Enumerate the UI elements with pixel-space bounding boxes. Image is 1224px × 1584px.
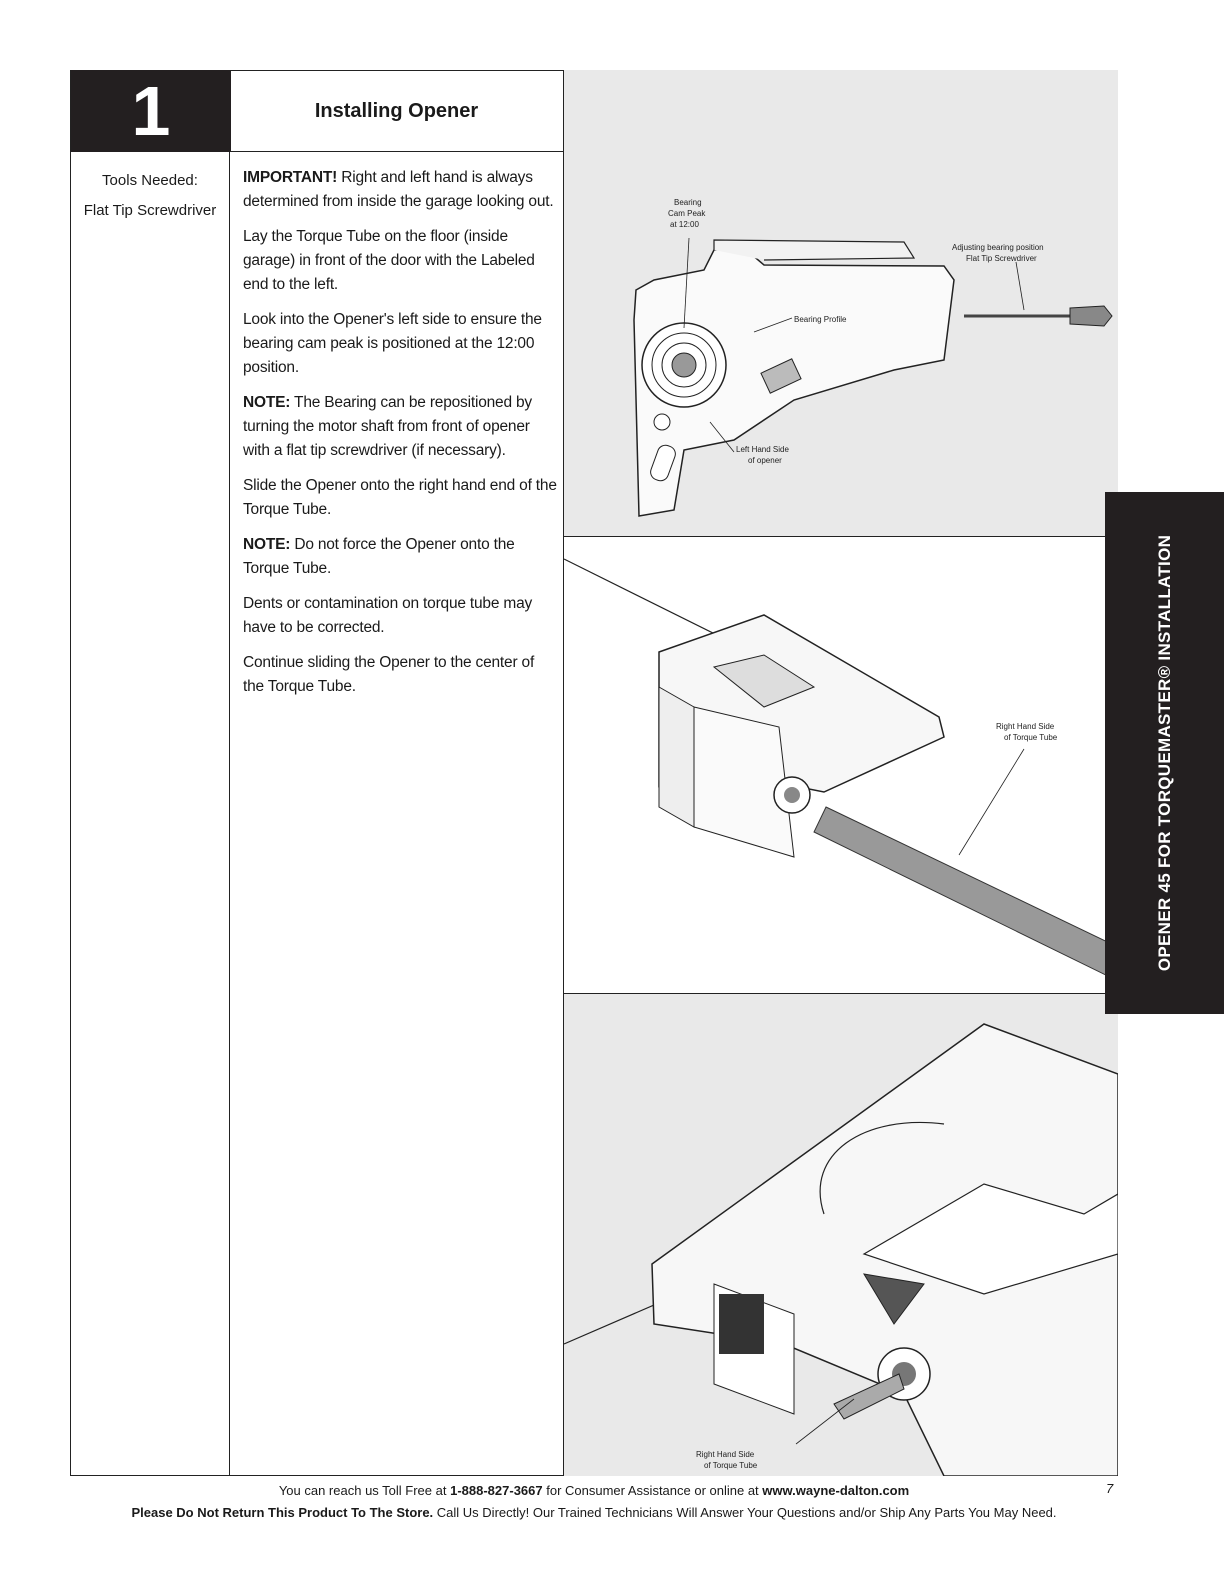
figure-sliding-opener	[564, 536, 1118, 994]
step-number: 1	[71, 70, 231, 152]
footer-text: Call Us Directly! Our Trained Technicians Will Answer Your Questions and/or Ship Any Parts You May Need.	[433, 1505, 1057, 1520]
instruction-text: Right and left hand is always determined from inside the garage looking out.	[243, 169, 554, 210]
figure-callout: Right Hand Side	[996, 722, 1055, 731]
instructions-text	[243, 166, 559, 710]
figure-callout: Bearing	[674, 198, 702, 207]
toll-free-phone: 1-888-827-3667	[450, 1483, 543, 1498]
tools-needed	[71, 166, 229, 226]
instruction-paragraph: Slide the Opener onto the right hand end of the Torque Tube.	[243, 477, 557, 518]
figure-callout: Right Hand Side	[696, 1450, 755, 1459]
figure-callout: of opener	[748, 456, 782, 465]
important-label: IMPORTANT!	[243, 169, 338, 186]
instruction-paragraph: Lay the Torque Tube on the floor (inside garage) in front of the door with the Labeled end to the left.	[243, 228, 535, 293]
website-url: www.wayne-dalton.com	[762, 1483, 910, 1498]
instructions-column	[230, 70, 564, 1476]
footer-line-1	[70, 1480, 1118, 1502]
instruction-paragraph	[243, 166, 559, 214]
instruction-paragraph: Dents or contamination on torque tube may have to be corrected.	[243, 595, 533, 636]
figure-callout: Adjusting bearing position	[952, 243, 1044, 252]
tools-heading: Tools Needed:	[102, 172, 198, 189]
figure-callout: Flat Tip Screwdriver	[966, 254, 1037, 263]
note-label: NOTE:	[243, 536, 291, 553]
step-title: Installing Opener	[230, 70, 563, 152]
instruction-paragraph	[243, 533, 559, 581]
footer-text: for Consumer Assistance or online at	[542, 1483, 763, 1498]
figure-opener-left-side	[564, 70, 1118, 536]
instruction-paragraph	[243, 391, 559, 463]
figure-callout: Bearing Profile	[794, 315, 847, 324]
figure-callout: Left Hand Side	[736, 445, 789, 454]
figure-callout: Cam Peak	[668, 209, 706, 218]
tools-column	[70, 70, 230, 1476]
page-footer	[70, 1480, 1118, 1524]
instruction-paragraph: Continue sliding the Opener to the center of the Torque Tube.	[243, 654, 535, 695]
instruction-text: Do not force the Opener onto the Torque Tube.	[243, 536, 515, 577]
instruction-paragraph: Look into the Opener's left side to ensure the bearing cam peak is positioned at the 12:00 position.	[243, 311, 542, 376]
footer-warning: Please Do Not Return This Product To The Store.	[131, 1505, 434, 1520]
figure-opener-centered	[564, 994, 1118, 1476]
instruction-step-frame	[70, 70, 1118, 1476]
tool-item: Flat Tip Screwdriver	[83, 202, 217, 219]
figures-column	[564, 70, 1118, 1476]
footer-line-2	[70, 1502, 1118, 1524]
figure-callout: at 12:00	[670, 220, 699, 229]
page-number: 7	[1106, 1481, 1114, 1496]
note-label: NOTE:	[243, 394, 291, 411]
figure-callout: of Torque Tube	[1004, 733, 1058, 742]
figure-callout: of Torque Tube	[704, 1461, 758, 1470]
side-tab-label: OPENER 45 FOR TORQUEMASTER® INSTALLATION	[1154, 534, 1174, 972]
section-side-tab	[1105, 492, 1224, 1014]
instruction-text: The Bearing can be repositioned by turning the motor shaft from front of opener with a flat tip screwdriver (if necessary).	[243, 394, 532, 459]
footer-text: You can reach us Toll Free at	[278, 1483, 451, 1498]
